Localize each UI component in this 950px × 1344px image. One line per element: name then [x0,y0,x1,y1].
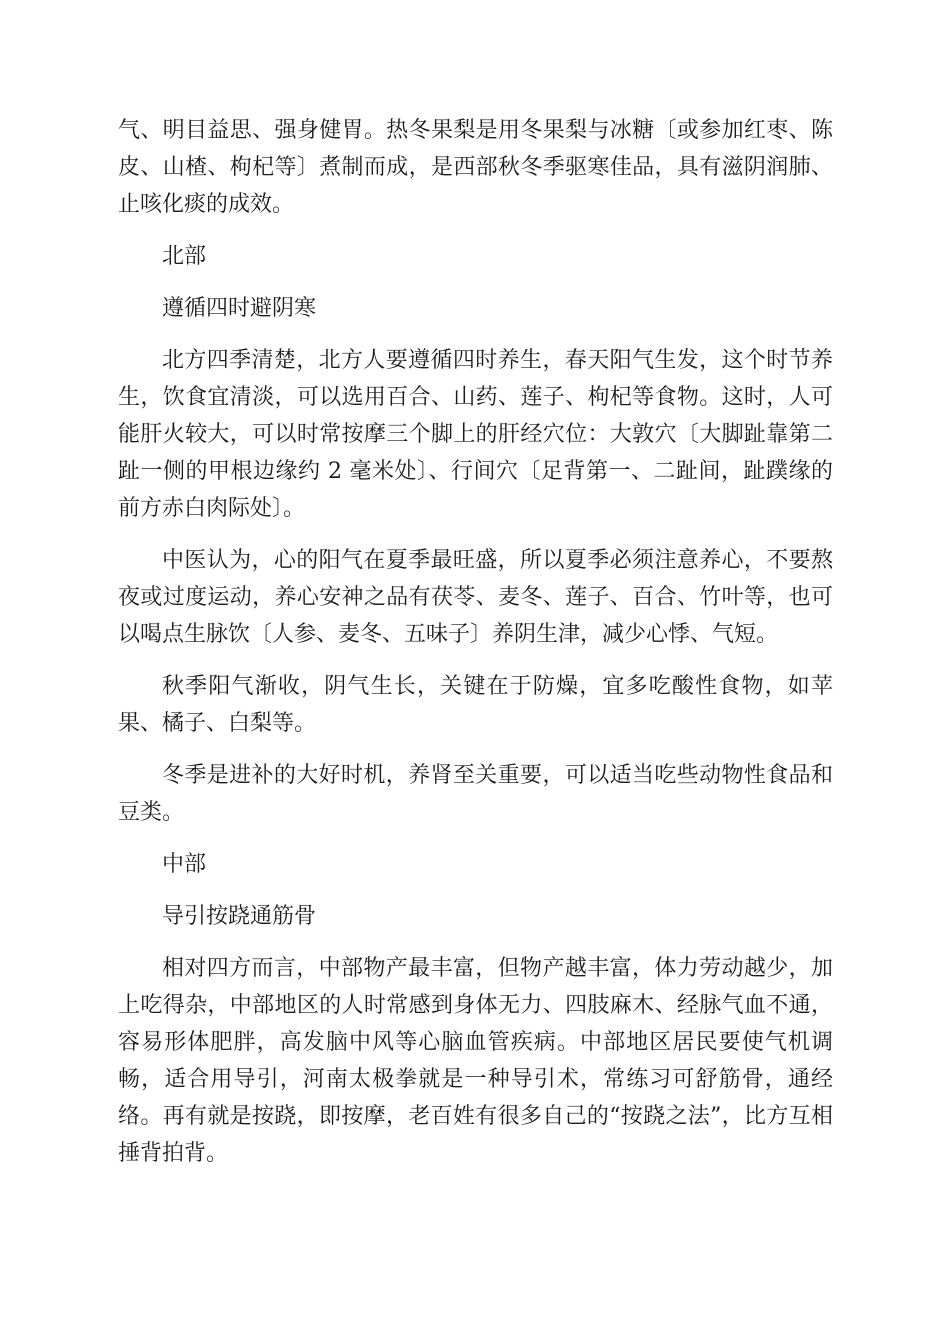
section-heading-central: 中部 [162,852,207,877]
paragraph-north-summer: 中医认为，心的阳气在夏季最旺盛，所以夏季必须注意养心，不要熬夜或过度运动，养心安神之品有茯苓、麦冬、莲子、百合、竹叶等，也可以喝点生脉饮〔人参、麦冬、五味子〕养阴生津，减少心悸、气短。 [118,548,833,647]
paragraph-north-spring: 北方四季清楚，北方人要遵循四时养生，春天阳气生发，这个时节养生，饮食宜清淡，可以选用百合、山药、莲子、枸杞等食物。这时，人可能肝火较大，可以时常按摩三个脚上的肝经穴位：大敦穴〔大脚趾靠第二趾一侧的甲根边缘约 2 毫米处〕、行间穴〔足背第一、二趾间，趾蹼缘的前方赤白肉际处〕。 [118,348,833,521]
section-heading-north: 北部 [162,244,207,269]
paragraph-north-winter: 冬季是进补的大好时机，养肾至关重要，可以适当吃些动物性食品和豆类。 [118,763,833,825]
paragraph-central: 相对四方而言，中部物产最丰富，但物产越丰富，体力劳动越少，加上吃得杂，中部地区的人时常感到身体无力、四肢麻木、经脉气血不通，容易形体肥胖，高发脑中风等心脑血管疾病。中部地区居民要使气机调畅，适合用导引，河南太极拳就是一种导引术，常练习可舒筋骨，通经络。再有就是按跷，即按摩，老百姓有很多自己的“按跷之法”，比方互相捶背拍背。 [118,956,833,1166]
document-body [118,112,833,1187]
subheading-north: 遵循四时避阴寒 [162,296,317,321]
subheading-central: 导引按跷通筋骨 [162,904,317,929]
paragraph-north-autumn: 秋季阳气渐收，阴气生长，关键在于防燥，宜多吃酸性食物，如苹果、橘子、白梨等。 [118,674,833,736]
paragraph-continuation: 气、明目益思、强身健胃。热冬果梨是用冬果梨与冰糖〔或参加红枣、陈皮、山楂、枸杞等〕煮制而成，是西部秋冬季驱寒佳品，具有滋阴润肺、止咳化痰的成效。 [118,118,833,217]
